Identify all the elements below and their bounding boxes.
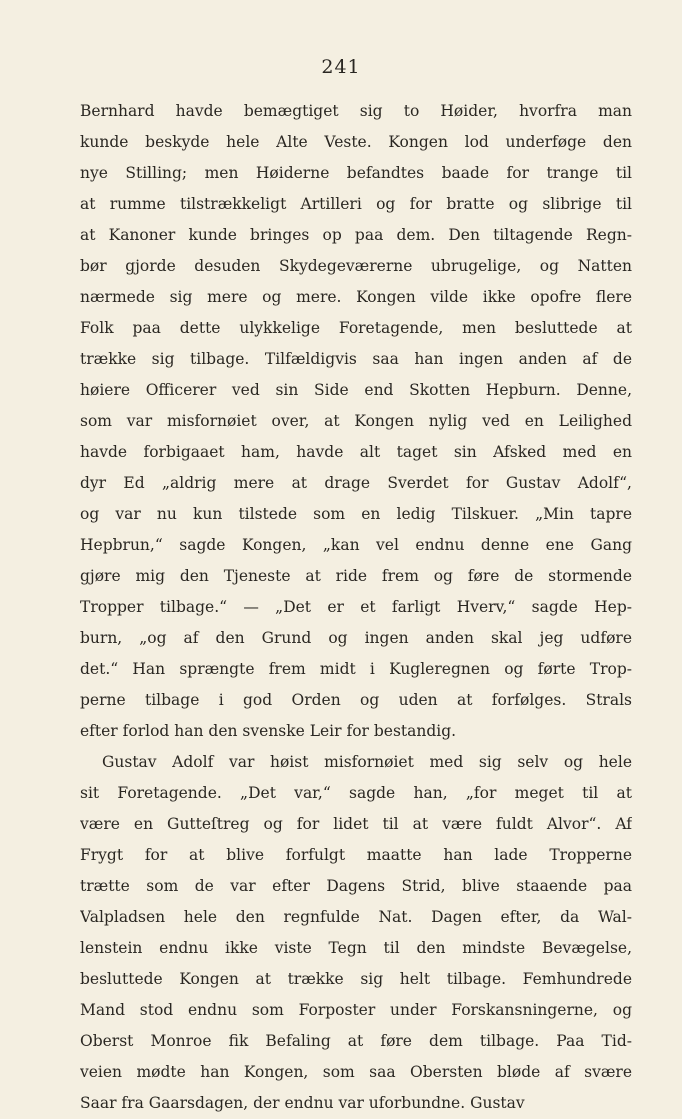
- text-line: sit Foretagende. „Det var,“ sagde han, „for meget til at: [80, 784, 632, 802]
- text-line: Folk paa dette ulykkelige Foretagende, men besluttede at: [80, 319, 632, 337]
- text-line: som var misfornøiet over, at Kongen nylig ved en Leilighed: [80, 412, 632, 430]
- text-line: burn, „og af den Grund og ingen anden skal jeg udføre: [80, 629, 632, 647]
- text-line: Gustav Adolf var høist misfornøiet med sig selv og hele: [102, 753, 632, 771]
- text-line: trække sig tilbage. Tilfældigvis saa han ingen anden af de: [80, 350, 632, 368]
- text-line: Mand stod endnu som Forposter under Forskansningerne, og: [80, 1001, 632, 1019]
- text-line: at rumme tilstrækkeligt Artilleri og for bratte og slibrige til: [80, 195, 632, 213]
- text-line: veien mødte han Kongen, som saa Obersten bløde af svære: [80, 1063, 632, 1081]
- text-line: nye Stilling; men Høiderne befandtes baade for trange til: [80, 164, 632, 182]
- text-line: Oberst Monroe fik Befaling at føre dem tilbage. Paa Tid-: [80, 1032, 632, 1050]
- text-line: Hepbrun,“ sagde Kongen, „kan vel endnu denne ene Gang: [80, 536, 632, 554]
- text-line: dyr Ed „aldrig mere at drage Sverdet for Gustav Adolf“,: [80, 474, 632, 492]
- text-line: bør gjorde desuden Skydegeværerne ubrugelige, og Natten: [80, 257, 632, 275]
- text-line: trætte som de var efter Dagens Strid, blive staaende paa: [80, 877, 632, 895]
- text-line: perne tilbage i god Orden og uden at forfølges. Strals: [80, 691, 632, 709]
- text-line: høiere Officerer ved sin Side end Skotten Hepburn. Denne,: [80, 381, 632, 399]
- text-line: Tropper tilbage.“ — „Det er et farligt Hverv,“ sagde Hep-: [80, 598, 632, 616]
- text-line: havde forbigaaet ham, havde alt taget sin Afsked med en: [80, 443, 632, 461]
- text-line: Frygt for at blive forfulgt maatte han lade Tropperne: [80, 846, 632, 864]
- text-line: efter forlod han den svenske Leir for bestandig.: [80, 722, 457, 740]
- text-line: Bernhard havde bemægtiget sig to Høider, hvorfra man: [80, 102, 632, 120]
- page-number: 241: [321, 56, 361, 78]
- text-line: besluttede Kongen at trække sig helt tilbage. Femhundrede: [80, 970, 632, 988]
- text-line: nærmede sig mere og mere. Kongen vilde ikke opofre flere: [80, 288, 632, 306]
- text-line: at Kanoner kunde bringes op paa dem. Den tiltagende Regn-: [80, 226, 632, 244]
- text-line: Saar fra Gaarsdagen, der endnu var uforbundne. Gustav: [80, 1094, 525, 1112]
- text-line: lenstein endnu ikke viste Tegn til den mindste Bevægelse,: [80, 939, 632, 957]
- text-line: og var nu kun tilstede som en ledig Tilskuer. „Min tapre: [80, 505, 632, 523]
- text-line: det.“ Han sprængte frem midt i Kugleregnen og førte Trop-: [80, 660, 632, 678]
- text-line: gjøre mig den Tjeneste at ride frem og føre de stormende: [80, 567, 632, 585]
- text-line: være en Gutteſtreg og for lidet til at være fuldt Alvor“. Af: [80, 815, 632, 833]
- text-line: Valpladsen hele den regnfulde Nat. Dagen efter, da Wal-: [80, 908, 632, 926]
- body-text: [80, 96, 632, 1119]
- text-line: kunde beskyde hele Alte Veste. Kongen lod underføge den: [80, 133, 632, 151]
